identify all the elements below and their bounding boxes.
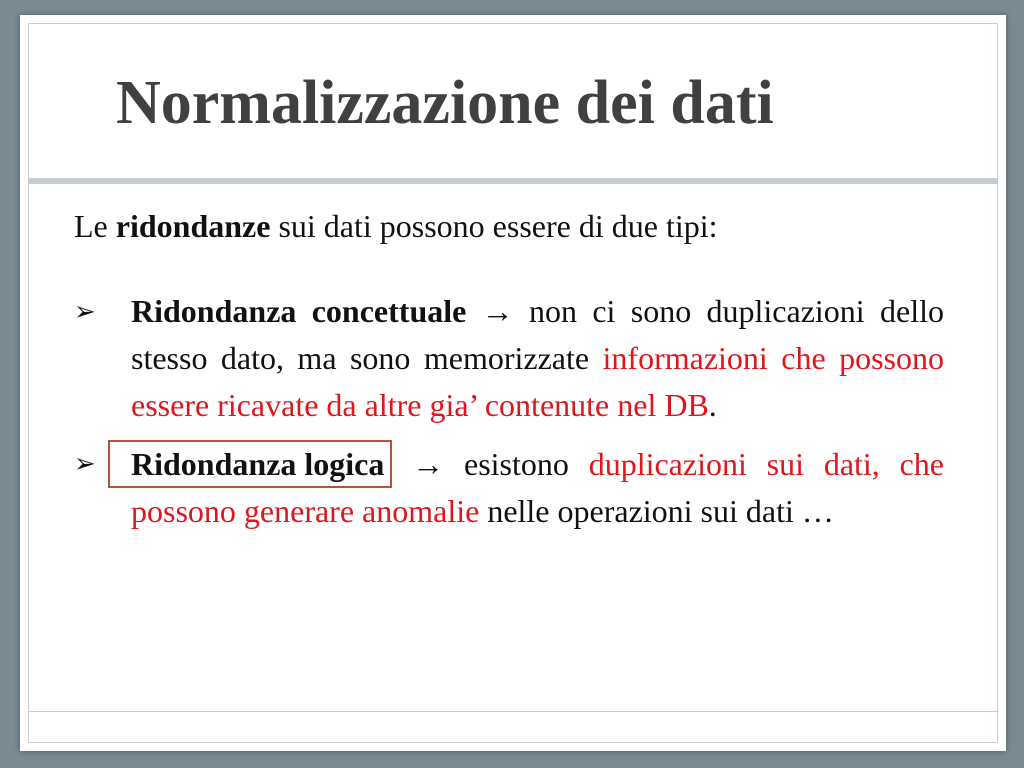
bullet-text-end: nelle operazioni sui dati … — [479, 493, 834, 529]
right-arrow-icon: → — [466, 293, 529, 329]
bullet-term: Ridondanza concettuale — [131, 293, 467, 329]
bullet-text: non ci sono duplicazioni dello stesso dato, ma sono memorizzate — [131, 293, 944, 376]
bullet-item-logical-redundancy — [74, 440, 944, 535]
bullet-text-end: . — [708, 387, 717, 423]
bullet-text: esistono — [463, 446, 589, 482]
intro-suffix: sui dati possono essere di due tipi: — [270, 208, 718, 244]
footer-divider — [28, 711, 998, 712]
arrow-bullet-icon: ➢ — [74, 297, 96, 326]
slide — [20, 15, 1006, 751]
arrow-bullet-icon: ➢ — [74, 449, 96, 478]
bullet-highlight-text: duplicazioni sui dati, che possono generare anomalie — [131, 446, 945, 529]
slide-title: Normalizzazione dei dati — [116, 69, 774, 137]
bullet-item-conceptual-redundancy — [74, 288, 944, 429]
right-arrow-icon: → — [392, 446, 464, 482]
bullet-highlight-text: informazioni che possono essere ricavate da altre gia’ contenute nel DB — [131, 340, 945, 423]
title-divider — [28, 178, 998, 184]
boxed-bullet-term: Ridondanza logica — [108, 440, 392, 488]
intro-prefix: Le — [74, 208, 116, 244]
slide-content — [74, 203, 944, 535]
intro-text — [74, 203, 944, 250]
intro-bold-term: ridondanze — [115, 208, 271, 244]
